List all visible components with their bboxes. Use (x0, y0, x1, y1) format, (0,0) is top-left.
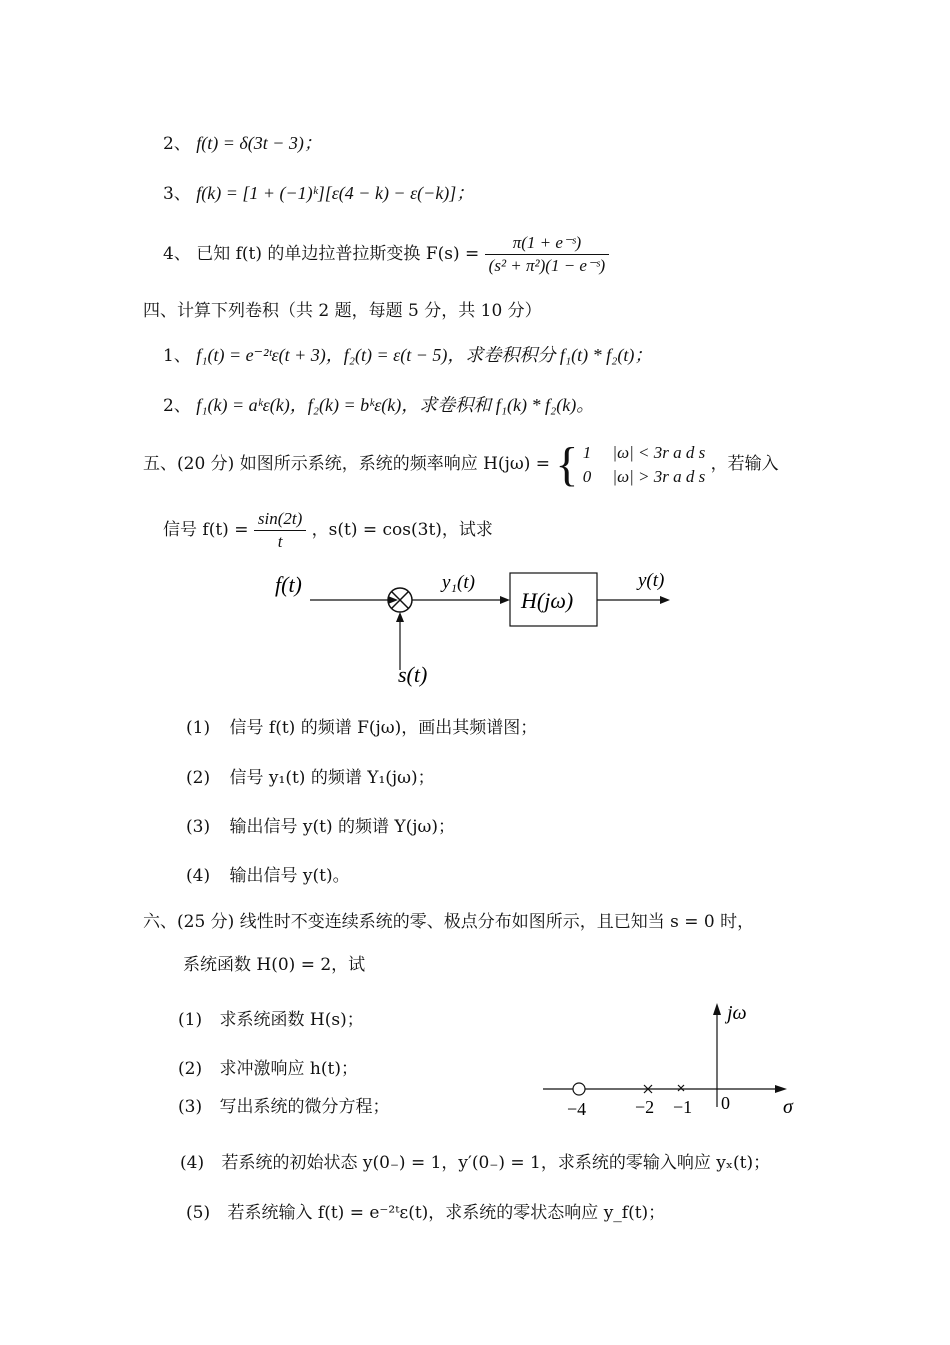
item-text: 已知 f(t) 的单边拉普拉斯变换 F(s) = (196, 244, 480, 264)
q6-sub-4 (180, 1151, 770, 1175)
signal-fraction (254, 508, 306, 553)
arrow-head (500, 596, 510, 604)
sub-text: 输出信号 y(t)。 (229, 866, 350, 886)
sub-number: (3) (186, 817, 211, 837)
formula: f₁(k) = aᵏε(k)，f₂(k) = bᵏε(k)，求卷积和 f₁(k) * f₂(k)。 (196, 395, 595, 415)
q6-title-2: 系统函数 H(0) = 2，试 (183, 955, 366, 975)
q4-title: 四、计算下列卷积（共 2 题，每题 5 分，共 10 分） (143, 301, 542, 321)
piecewise-def (555, 437, 706, 491)
sub-text: 求冲激响应 h(t)； (219, 1059, 358, 1079)
sub-number: (4) (180, 1153, 205, 1173)
sub-text: 若系统的初始状态 y(0₋) = 1，y′(0₋) = 1，求系统的零输入响应 yₓ(t)； (221, 1153, 771, 1173)
cases (583, 441, 706, 489)
sub-text: 写出系统的微分方程； (219, 1097, 390, 1117)
laplace-fraction (485, 232, 610, 277)
item-number: 2、 (163, 134, 191, 154)
sub-number: (4) (186, 866, 211, 886)
item-number: 3、 (163, 184, 191, 204)
q5-sub-3 (186, 815, 455, 839)
q5-sub-1 (186, 716, 537, 740)
sub-number: (5) (186, 1203, 211, 1223)
q6-sub-2 (178, 1057, 358, 1081)
q5-title: 五、(20 分) 如图所示系统，系统的频率响应 H(jω) = (143, 454, 550, 474)
formula: f(t) = δ(3t − 3)； (196, 133, 322, 153)
sub-number: (1) (178, 1010, 203, 1030)
q6-sub-5 (186, 1201, 665, 1225)
sub-text: 信号 f(t) 的频谱 F(jω)，画出其频谱图； (229, 718, 538, 738)
sub-text: 信号 y₁(t) 的频谱 Y₁(jω)； (229, 768, 435, 788)
item-number: 1、 (163, 346, 191, 366)
brace-symbol: { (555, 437, 579, 491)
filter-label: H(jω) (521, 588, 574, 613)
fraction-numerator: sin(2t) (254, 508, 306, 531)
input-label: f(t) (275, 572, 302, 597)
item-number: 2、 (163, 396, 191, 416)
arrow-head (775, 1085, 787, 1093)
sub-number: (2) (178, 1059, 203, 1079)
signal-suffix: ，s(t) = cos(3t)，试求 (311, 520, 493, 540)
q3-item3 (163, 181, 474, 206)
tick-label: 0 (721, 1093, 730, 1113)
tick-label: −4 (567, 1099, 587, 1119)
block-diagram (260, 560, 700, 695)
q5-suffix: ，若输入 (710, 454, 779, 474)
signal-prefix: 信号 f(t) = (163, 520, 249, 540)
q5-title-line (143, 437, 779, 491)
jw-label: jω (727, 1002, 747, 1024)
q5-sub-2 (186, 766, 435, 790)
pole-marker-2 (678, 1085, 684, 1091)
arrow-head (396, 612, 404, 622)
carrier-label: s(t) (398, 662, 428, 687)
q6-title: 六、(25 分) 线性时不变连续系统的零、极点分布如图所示，且已知当 s = 0 时， (143, 912, 755, 932)
fraction-denominator: t (277, 532, 283, 551)
pole-zero-plot (535, 995, 810, 1125)
sub-number: (3) (178, 1097, 203, 1117)
fraction-numerator: π(1 + e⁻ˢ) (485, 232, 610, 255)
q6-sub-3 (178, 1095, 390, 1119)
case-1: 1 |ω| < 3r a d s (582, 442, 706, 462)
tick-label: −2 (635, 1097, 655, 1117)
mid-label: y₁(t) (442, 572, 475, 593)
sub-number: (1) (186, 718, 211, 738)
case-2: 0 |ω| > 3r a d s (582, 466, 706, 486)
q5-sub-4 (186, 864, 350, 888)
sub-text: 输出信号 y(t) 的频谱 Y(jω)； (229, 817, 456, 837)
q3-item2 (163, 131, 322, 156)
formula: f₁(t) = e⁻²ᵗε(t + 3)，f₂(t) = ε(t − 5)，求卷积积分 f₁(t) * f₂(t)； (196, 345, 653, 365)
q5-signal-line (163, 508, 493, 553)
sub-number: (2) (186, 768, 211, 788)
arrow-head (660, 596, 670, 604)
arrow-head (713, 1003, 721, 1015)
item-number: 4、 (163, 244, 191, 264)
tick-label: −1 (673, 1097, 693, 1117)
zero-marker (573, 1083, 585, 1095)
q4-item1 (163, 343, 652, 368)
q4-item2 (163, 393, 594, 418)
q3-item4 (163, 232, 609, 277)
fraction-denominator: (s² + π²)(1 − e⁻ˢ) (488, 256, 606, 275)
sub-text: 求系统函数 H(s)； (219, 1010, 364, 1030)
output-label: y(t) (638, 570, 665, 591)
q6-sub-1 (178, 1008, 364, 1032)
sub-text: 若系统输入 f(t) = e⁻²ᵗε(t)，求系统的零状态响应 y_f(t)； (227, 1203, 666, 1223)
formula: f(k) = [1 + (−1)ᵏ][ε(4 − k) − ε(−k)]； (196, 183, 475, 203)
sigma-label: σ (783, 1096, 793, 1118)
